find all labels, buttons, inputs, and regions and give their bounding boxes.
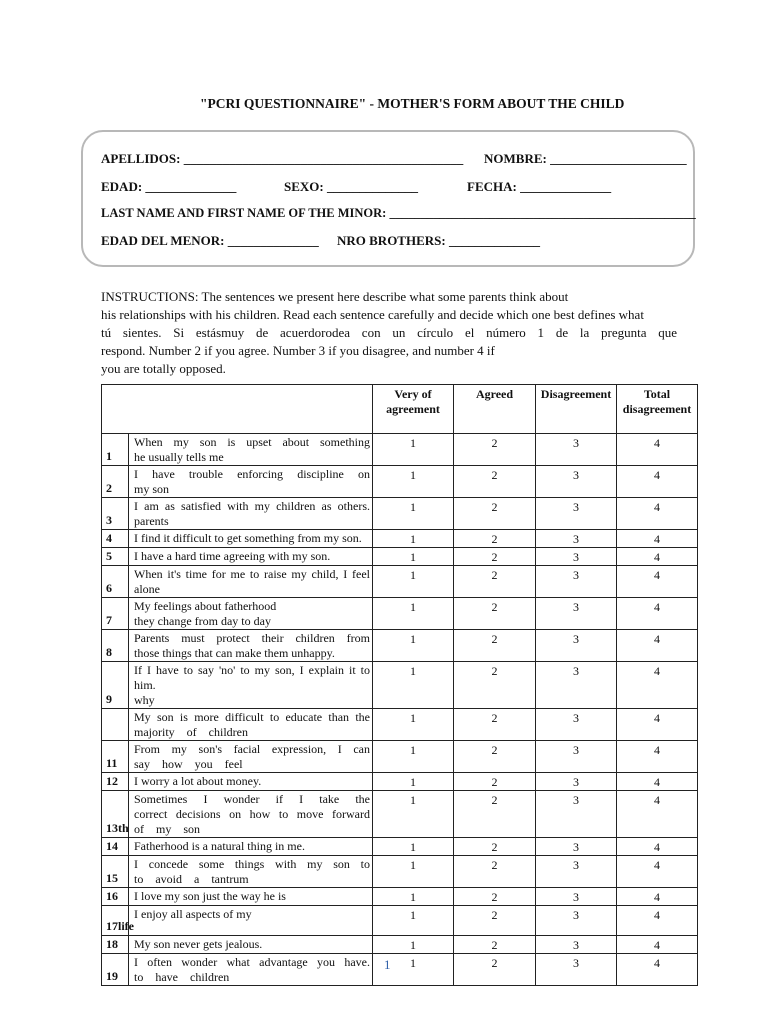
question-text-line: to avoid a tantrum [134,872,249,886]
question-text-line: I have a hard time agreeing with my son. [134,549,331,563]
question-text [129,773,373,791]
answer-option[interactable]: 1 [373,598,454,630]
question-text-line: alone [134,582,160,596]
answer-option[interactable]: 3 [536,709,617,741]
answer-option[interactable]: 4 [617,791,698,838]
answer-option[interactable]: 4 [617,566,698,598]
question-text-line: those things that can make them unhappy. [134,646,335,660]
nro-brothers-field[interactable]: NRO BROTHERS: ______________ [337,233,540,248]
question-number [102,906,134,936]
question-number [102,856,129,888]
questionnaire-table [101,384,698,986]
answer-option[interactable]: 2 [454,856,536,888]
question-text-line: I love my son just the way he is [134,889,286,903]
answer-option[interactable]: 2 [454,566,536,598]
answer-option[interactable]: 3 [536,434,617,466]
page-number: 1 [384,957,391,972]
question-text-line: of my son [134,822,200,836]
question-text [129,466,373,498]
answer-option[interactable]: 1 [373,936,454,954]
question-text [129,498,373,530]
apellidos-field[interactable]: APELLIDOS: ___________________________________________ [101,151,464,166]
question-text-line: I have trouble enforcing discipline on [134,467,370,481]
question-number-label: 17life [106,919,134,933]
table-header-row [102,385,698,434]
table-row [102,662,698,709]
answer-option[interactable]: 1 [373,856,454,888]
question-text-line: When it's time for me to raise my child, I feel [134,567,370,581]
answer-option[interactable]: 3 [536,530,617,548]
header-total-disagreement: Total disagreement [617,385,698,434]
answer-option[interactable]: 2 [454,791,536,838]
table-row [102,954,698,986]
answer-option[interactable]: 3 [536,954,617,986]
answer-option[interactable]: 2 [454,630,536,662]
answer-option[interactable]: 3 [536,548,617,566]
answer-option[interactable]: 4 [617,548,698,566]
question-number-label: 12 [106,774,118,788]
answer-option[interactable]: 2 [454,936,536,954]
answer-option[interactable]: 1 [373,662,454,709]
question-text-line: correct decisions on how to move forward [134,807,370,821]
answer-option[interactable]: 3 [536,498,617,530]
question-number [102,598,129,630]
table-row [102,888,698,906]
table-row [102,466,698,498]
answer-option[interactable]: 2 [454,888,536,906]
question-number [102,954,129,986]
answer-option[interactable]: 4 [617,954,698,986]
question-text-line: Sometimes I wonder if I take the [134,792,370,806]
question-text-line: he usually tells me [134,450,224,464]
answer-option[interactable]: 1 [373,791,454,838]
answer-option[interactable]: 4 [617,741,698,773]
question-number-label: 1 [106,449,112,463]
question-number-label: 7 [106,613,112,627]
question-text-line: If I have to say 'no' to my son, I explain it to him. [134,663,370,692]
answer-option[interactable]: 2 [454,662,536,709]
question-text-line: My feelings about fatherhood [134,599,277,613]
question-text-line: When my son is upset about something [134,435,370,449]
answer-option[interactable]: 2 [454,598,536,630]
answer-option[interactable]: 2 [454,954,536,986]
answer-option[interactable]: 4 [617,773,698,791]
answer-option[interactable]: 4 [617,936,698,954]
question-text [129,906,373,936]
edad-menor-field[interactable]: EDAD DEL MENOR: ______________ [101,233,319,248]
question-text [129,936,373,954]
answer-option[interactable]: 1 [373,773,454,791]
answer-option[interactable]: 2 [454,548,536,566]
question-text-line: parents [134,514,169,528]
answer-option[interactable]: 1 [373,709,454,741]
question-number-label: 2 [106,481,112,495]
answer-option[interactable]: 4 [617,662,698,709]
answer-option[interactable]: 1 [373,498,454,530]
header-disagreement: Disagreement [536,385,617,434]
question-text [129,598,373,630]
question-text [129,838,373,856]
answer-option[interactable]: 2 [454,741,536,773]
question-number [102,530,129,548]
answer-option[interactable]: 2 [454,906,536,936]
answer-option[interactable]: 1 [373,548,454,566]
instructions-line: INSTRUCTIONS: The sentences we present here describe what some parents think about [101,289,569,304]
page-title: "PCRI QUESTIONNAIRE" - MOTHER'S FORM ABOUT THE CHILD [200,96,625,111]
question-text-line: why [134,693,155,707]
answer-option[interactable]: 1 [373,838,454,856]
question-number-label: 11 [106,756,118,770]
question-number [102,741,129,773]
header-blank [102,385,373,434]
answer-option[interactable]: 2 [454,498,536,530]
answer-option[interactable]: 4 [617,530,698,548]
question-text-line: From my son's facial expression, I can [134,742,370,756]
question-text-line: majority of children [134,725,248,739]
table-row [102,856,698,888]
answer-option[interactable]: 2 [454,838,536,856]
answer-option[interactable]: 2 [454,434,536,466]
question-number-label: 6 [106,581,112,595]
instructions-line: tú sientes. Si estásmuy de acuerdorodea con un círculo el número 1 de la pregunta que [101,325,677,340]
answer-option[interactable]: 1 [373,434,454,466]
answer-option[interactable]: 2 [454,466,536,498]
instructions-line: you are totally opposed. [101,361,226,376]
question-text [129,662,373,709]
question-number [102,630,129,662]
question-text-line: I am as satisfied with my children as others. [134,499,370,513]
question-text-line: I find it difficult to get something from my son. [134,531,362,545]
question-text-line: I concede some things with my son to [134,857,370,871]
answer-option[interactable]: 4 [617,856,698,888]
table-row [102,548,698,566]
fecha-field[interactable]: FECHA: ______________ [467,179,612,194]
question-number [102,466,129,498]
answer-option[interactable]: 4 [617,906,698,936]
question-number-label: 5 [106,549,112,563]
question-number-label: 16 [106,889,118,903]
question-number-label: 4 [106,531,112,545]
instructions-line: his relationships with his children. Read each sentence carefully and decide which one best defines what [101,307,644,322]
edad-field[interactable]: EDAD: ______________ [101,179,237,194]
answer-option[interactable]: 3 [536,630,617,662]
answer-option[interactable]: 4 [617,466,698,498]
answer-option[interactable]: 3 [536,741,617,773]
question-text [129,954,373,986]
question-text-line: to have children [134,970,230,984]
answer-option[interactable]: 3 [536,906,617,936]
header-very-agreement: Very of agreement [373,385,454,434]
question-number [102,888,129,906]
question-number [102,709,129,741]
instructions-line: respond. Number 2 if you agree. Number 3 if you disagree, and number 4 if [101,343,495,358]
question-text-line: I enjoy all aspects of my [134,907,252,921]
table-row [102,566,698,598]
answer-option[interactable]: 1 [373,906,454,936]
question-number [102,662,129,709]
table-row [102,773,698,791]
answer-option[interactable]: 3 [536,662,617,709]
nombre-field[interactable]: NOMBRE: _____________________ [484,151,687,166]
answer-option[interactable]: 4 [617,709,698,741]
answer-option[interactable]: 3 [536,791,617,838]
sexo-field[interactable]: SEXO: ______________ [284,179,418,194]
answer-option[interactable]: 1 [373,954,454,986]
question-number [102,838,129,856]
answer-option[interactable]: 4 [617,434,698,466]
answer-option[interactable]: 1 [373,630,454,662]
table-row [102,838,698,856]
answer-option[interactable]: 1 [373,466,454,498]
question-text [129,548,373,566]
answer-option[interactable]: 4 [617,888,698,906]
question-number [102,548,129,566]
question-text [129,856,373,888]
answer-option[interactable]: 3 [536,466,617,498]
table-row [102,434,698,466]
table-row [102,936,698,954]
answer-option[interactable]: 1 [373,566,454,598]
question-number-label: 18 [106,937,118,951]
table-row [102,598,698,630]
question-text [129,566,373,598]
table-row [102,630,698,662]
answer-option[interactable]: 3 [536,566,617,598]
table-row [102,741,698,773]
answer-option[interactable]: 4 [617,498,698,530]
answer-option[interactable]: 2 [454,773,536,791]
minor-name-field[interactable]: LAST NAME AND FIRST NAME OF THE MINOR: _________________________________________________ [101,206,696,220]
table-row [102,791,698,838]
question-text [129,530,373,548]
question-number [102,936,129,954]
question-text-line: My son is more difficult to educate than the [134,710,370,724]
question-text-line: say how you feel [134,757,243,771]
question-text-line: My son never gets jealous. [134,937,263,951]
question-number-label: 3 [106,513,112,527]
table-row [102,498,698,530]
question-text-line: I worry a lot about money. [134,774,262,788]
answer-option[interactable]: 2 [454,709,536,741]
answer-option[interactable]: 3 [536,936,617,954]
answer-option[interactable]: 3 [536,856,617,888]
header-agreed: Agreed [454,385,536,434]
table-row [102,709,698,741]
answer-option[interactable]: 4 [617,630,698,662]
question-text-line: Fatherhood is a natural thing in me. [134,839,305,853]
question-number [102,791,129,838]
question-number [102,566,129,598]
question-text [129,741,373,773]
answer-option[interactable]: 4 [617,838,698,856]
answer-option[interactable]: 3 [536,838,617,856]
table-row [102,530,698,548]
answer-option[interactable]: 3 [536,598,617,630]
question-text [129,888,373,906]
question-text [129,434,373,466]
instructions [101,288,677,378]
answer-option[interactable]: 1 [373,741,454,773]
question-number-label: 13th [106,821,129,835]
question-number-label: 8 [106,645,112,659]
question-number-label: 9 [106,692,112,706]
question-number-label: 15 [106,871,118,885]
question-number [102,434,129,466]
question-text-line: Parents must protect their children from [134,631,370,645]
answer-option[interactable]: 1 [373,530,454,548]
question-text [129,791,373,838]
question-text-line: my son [134,482,170,496]
question-text-line: they change from day to day [134,614,271,628]
answer-option[interactable]: 2 [454,530,536,548]
answer-option[interactable]: 1 [373,888,454,906]
table-row [102,906,698,936]
question-number [102,498,129,530]
question-number-label: 14 [106,839,118,853]
question-text [129,709,373,741]
question-text [129,630,373,662]
question-number-label: 19 [106,969,118,983]
question-number [102,773,129,791]
answer-option[interactable]: 3 [536,888,617,906]
answer-option[interactable]: 4 [617,598,698,630]
answer-option[interactable]: 3 [536,773,617,791]
question-text-line: I often wonder what advantage you have. [134,955,370,969]
